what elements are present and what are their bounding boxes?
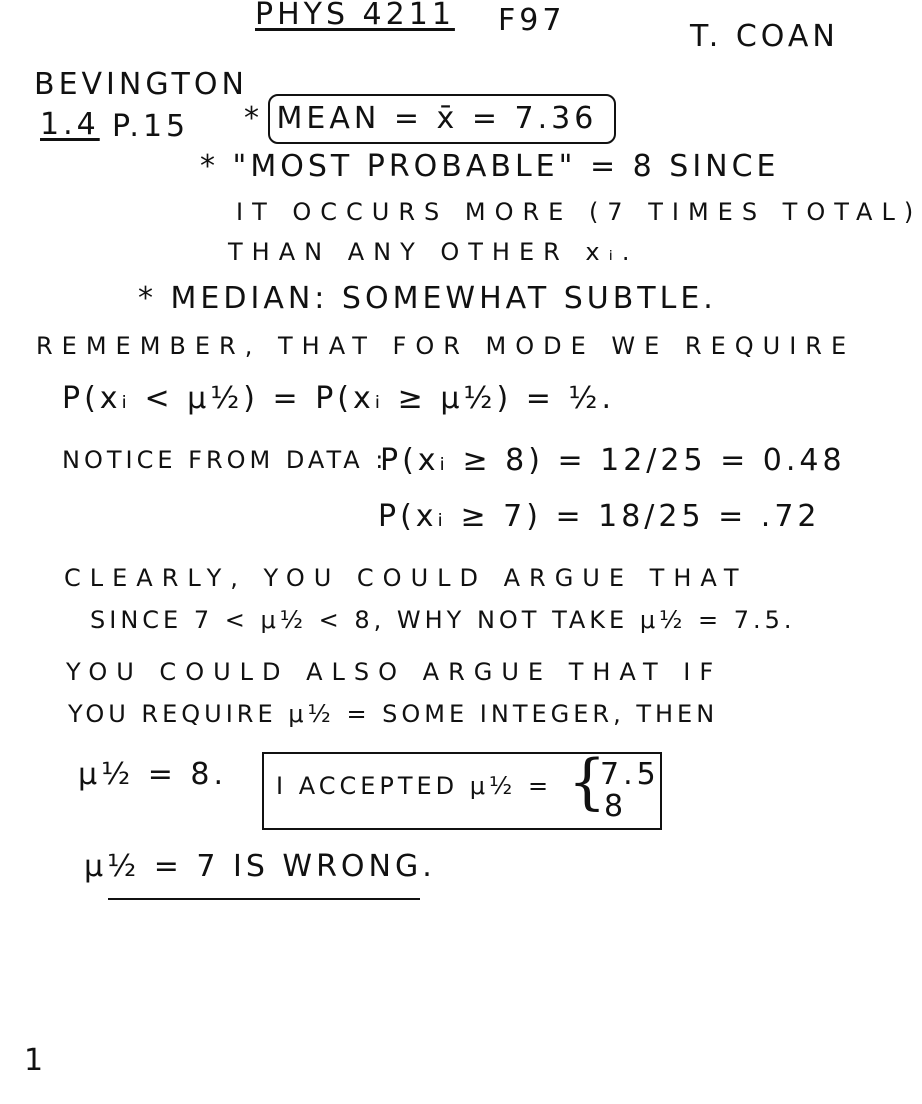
term: F97 [498,3,566,38]
p-ge-8-line: P(xᵢ ≥ 8) = 12/25 = 0.48 [380,443,846,478]
notice-label: NOTICE FROM DATA : [62,446,388,474]
than-any-line: THAN ANY OTHER xᵢ. [228,238,639,266]
accepted-value-a: 7.5 [600,757,660,792]
remember-line: REMEMBER, THAT FOR MODE WE REQUIRE [36,332,856,360]
course-number: PHYS 4211 [255,0,455,32]
since-line: SINCE 7 < μ½ < 8, WHY NOT TAKE μ½ = 7.5. [90,606,796,634]
wrong-line: μ½ = 7 IS WRONG. [84,849,436,884]
accepted-label: I ACCEPTED μ½ = [276,772,553,800]
could-also-line: YOU COULD ALSO ARGUE THAT IF [66,658,723,686]
page-reference: P.15 [112,109,190,144]
wrong-underline [108,898,420,900]
accepted-value-b: 8 [604,789,628,824]
require-line: YOU REQUIRE μ½ = SOME INTEGER, THEN [68,700,719,728]
most-probable-line: * "MOST PROBABLE" = 8 SINCE [200,149,780,184]
author: T. COAN [690,19,839,54]
p-ge-7-line: P(xᵢ ≥ 7) = 18/25 = .72 [378,499,821,534]
then-equation: μ½ = 8. [78,757,227,792]
page-mark: 1 [24,1043,48,1078]
problem-number: 1.4 [40,107,100,142]
clearly-line: CLEARLY, YOU COULD ARGUE THAT [64,564,748,592]
mean-line: * MEAN = x̄ = 7.36 [244,101,598,136]
median-line: * MEDIAN: SOMEWHAT SUBTLE. [138,281,717,316]
book-title: BEVINGTON [34,67,248,102]
curly-brace: { [568,747,607,817]
probability-equation: P(xᵢ < μ½) = P(xᵢ ≥ μ½) = ½. [62,381,616,416]
occurs-line: IT OCCURS MORE (7 TIMES TOTAL) [236,198,922,226]
